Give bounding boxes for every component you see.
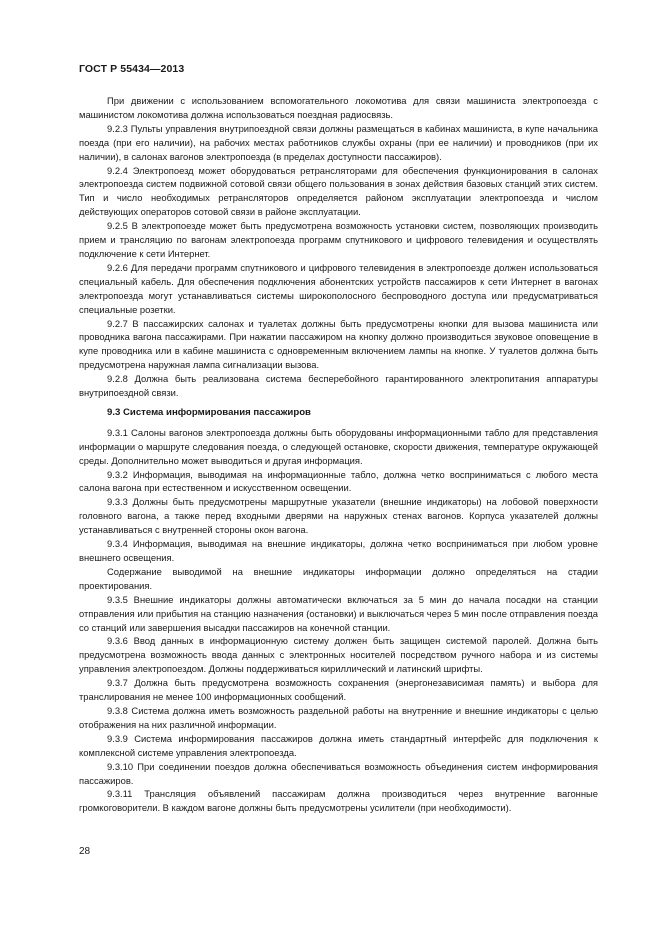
paragraph: При движении с использованием вспомогательного локомотива для связи машиниста электропоезда с машинистом локомотива должна использоваться поездная радиосвязь. xyxy=(79,95,598,120)
document-header: ГОСТ Р 55434—2013 xyxy=(79,63,185,75)
paragraph-9-2-3: 9.2.3 Пульты управления внутрипоездной связи должны размещаться в кабинах машиниста, в купе начальника поезда (при его наличии), на рабочих местах работников службы охраны (при ее наличии) и проводников (при их наличии), в салонах вагонов электропоезда (в пределах доступности пассажиров). xyxy=(79,122,598,162)
paragraph-9-3-3: 9.3.3 Должны быть предусмотрены маршрутные указатели (внешние индикаторы) на лобовой поверхности головного вагона, а также перед входными дверями на наружных стенах вагонов. Корпуса указателей должны устанавливаться с внутренней стороны окон вагона. xyxy=(79,496,598,536)
paragraph-9-3-7: 9.3.7 Должна быть предусмотрена возможность сохранения (энергонезависимая память) и выбора для транслирования не менее 100 информационных сообщений. xyxy=(79,677,598,703)
paragraph-9-2-8: 9.2.8 Должна быть реализована система бесперебойного гарантированного электропитания аппаратуры внутрипоездной связи. xyxy=(79,373,598,399)
paragraph-9-3-5: 9.3.5 Внешние индикаторы должны автоматически включаться за 5 мин до начала посадки на станции отправления или прибытия на станцию назначения (остановки) и выключаться через 5 мин после отправления поезда со станций или завершения высадки пассажиров на конечной станции. xyxy=(79,593,598,633)
page-number: 28 xyxy=(79,846,91,857)
paragraph-9-2-5: 9.2.5 В электропоезде может быть предусмотрена возможность установки систем, позволяющих производить прием и трансляцию по вагонам электропоезда программ спутникового и цифрового телевидения и осуществлять подключение к сети Интернет. xyxy=(79,220,598,259)
paragraph-9-3-4: 9.3.4 Информация, выводимая на внешние индикаторы, должна четко восприниматься при любом уровне внешнего освещения. xyxy=(79,538,598,563)
paragraph-9-2-7: 9.2.7 В пассажирских салонах и туалетах должны быть предусмотрены кнопки для вызова машиниста или проводника вагона пассажирами. При нажатии пассажиром на кнопку должно производиться звуковое оповещение в купе проводника или в кабине машиниста с одновременным включением лампы на кнопке. У туалетов должна быть предусмотрена наружная лампа сигнализации вызова. xyxy=(79,317,598,371)
paragraph: Содержание выводимой на внешние индикаторы информации должно определяться на стадии проектирования. xyxy=(79,565,598,591)
paragraph-9-2-6: 9.2.6 Для передачи программ спутникового и цифрового телевидения в электропоезде должен использоваться специальный кабель. Для обеспечения подключения абонентских устройств пассажиров к сети Интернет в вагонах электропоезда могут устанавливаться системы широкополосного беспроводного доступа или предусматриваться специальные розетки. xyxy=(79,261,598,315)
paragraph-9-3-11: 9.3.11 Трансляция объявлений пассажирам должна производиться через внутренние вагонные громкоговорители. В каждом вагоне должны быть предусмотрены усилители (при необходимости). xyxy=(79,788,598,814)
paragraph-9-3-2: 9.3.2 Информация, выводимая на информационные табло, должна четко восприниматься с любого места салона вагона при естественном и искусственном освещении. xyxy=(79,468,598,494)
paragraph-9-2-4: 9.2.4 Электропоезд может оборудоваться ретрансляторами для обеспечения функционирования в салонах электропоезда систем подвижной сотовой связи общего пользования в зонах действия базовых станций этих систем. Тип и число необходимых ретрансляторов определяется районом эксплуатации электропоезда и числом действующих операторов сотовой связи в районе эксплуатации. xyxy=(79,164,598,218)
paragraph-9-3-8: 9.3.8 Система должна иметь возможность раздельной работы на внутренние и внешние индикаторы с целью отображения на них различной информации. xyxy=(79,704,598,730)
paragraph-9-3-1: 9.3.1 Салоны вагонов электропоезда должны быть оборудованы информационными табло для представления информации о маршруте следования поезда, о следующей остановке, скорости движения, температуре окружающей среды. Дополнительно может выводиться и другая информация. xyxy=(79,426,598,466)
paragraph-9-3-6: 9.3.6 Ввод данных в информационную систему должен быть защищен системой паролей. Должна быть предусмотрена возможность ввода данных с электронных носителей посредством ручного набора и из системы управления электропоездом. Должны поддерживаться кириллический и латинский шрифты. xyxy=(79,635,598,675)
document-body xyxy=(79,94,598,815)
section-heading-9-3: 9.3 Система информирования пассажиров xyxy=(107,406,311,418)
paragraph-9-3-10: 9.3.10 При соединении поездов должна обеспечиваться возможность объединения систем информирования пассажиров. xyxy=(79,760,598,786)
paragraph-9-3-9: 9.3.9 Система информирования пассажиров должна иметь стандартный интерфейс для подключения к комплексной системе управления электропоезда. xyxy=(79,732,598,758)
